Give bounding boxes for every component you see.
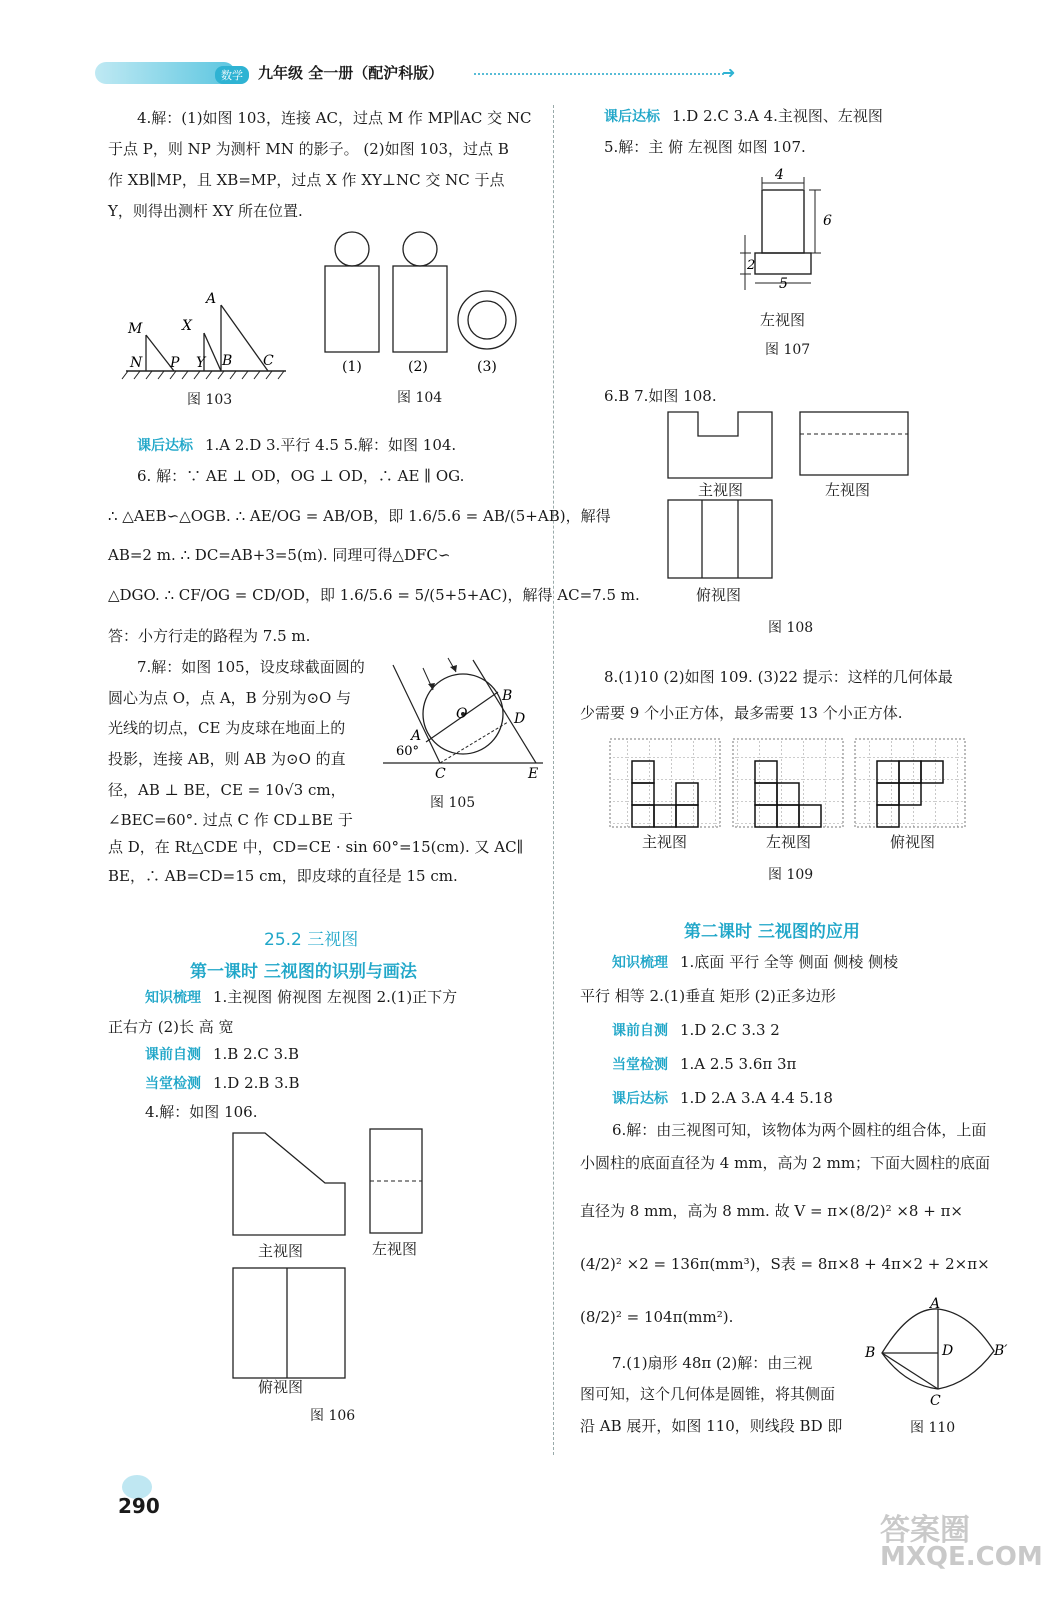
fig103-label-B: B bbox=[222, 353, 233, 369]
fig104-label-3: (3) bbox=[477, 359, 497, 375]
answer-7b-line1: 7.(1)扇形 48π (2)解：由三视 bbox=[612, 1354, 813, 1372]
answer-8-line2: 少需要 9 个小正方体，最多需要 13 个小正方体. bbox=[580, 704, 903, 722]
fig108-caption: 图 108 bbox=[768, 620, 814, 636]
zhishi-shuli-text1: 1.主视图 俯视图 左视图 2.(1)正下方 bbox=[213, 988, 458, 1006]
figure-107 bbox=[735, 165, 845, 300]
fig103-label-X: X bbox=[182, 318, 192, 334]
fig108-top-label: 俯视图 bbox=[696, 586, 742, 604]
figure-110 bbox=[860, 1295, 1020, 1410]
answer-6-line5: 答：小方行走的路程为 7.5 m. bbox=[108, 627, 311, 645]
header-title: 九年级 全一册（配沪科版） bbox=[258, 64, 444, 82]
kehou-dabiao-right2-text: 1.D 2.A 3.A 4.4 5.18 bbox=[680, 1089, 833, 1107]
answer-7-line8: BE，∴ AB=CD=15 cm，即皮球的直径是 15 cm. bbox=[108, 867, 458, 885]
answer-7b-line3: 沿 AB 展开，如图 110，则线段 BD 即 bbox=[580, 1417, 843, 1435]
keqian-zice-text: 1.B 2.C 3.B bbox=[213, 1045, 299, 1063]
fig110-label-A: A bbox=[930, 1296, 941, 1312]
answer-6-line4: △DGO. ∴ CF/OG = CD/OD，即 1.6/5.6 = 5/(5+5+AC)，解得 AC=7.5 m. bbox=[108, 586, 640, 604]
answer-6b-line5: (8/2)² = 104π(mm²). bbox=[580, 1308, 734, 1326]
fig109-caption: 图 109 bbox=[768, 867, 814, 883]
fig110-label-B: B bbox=[865, 1345, 876, 1361]
fig104-label-2: (2) bbox=[408, 359, 428, 375]
fig106-front-label: 主视图 bbox=[258, 1242, 304, 1260]
fig110-label-C: C bbox=[930, 1393, 941, 1409]
fig105-label-A: A bbox=[411, 728, 422, 744]
fig107-caption: 图 107 bbox=[765, 342, 811, 358]
lesson2-title: 第二课时 三视图的应用 bbox=[684, 922, 860, 942]
fig105-angle-label: 60° bbox=[396, 744, 420, 759]
dangtang-jiance-left bbox=[145, 1073, 300, 1094]
answer-7-line3: 光线的切点，CE 为皮球在地面上的 bbox=[108, 719, 346, 737]
fig103-label-C: C bbox=[263, 353, 274, 369]
dangtang-jiance-text: 1.D 2.B 3.B bbox=[213, 1074, 300, 1092]
answer-7-line6: ∠BEC=60°. 过点 C 作 CD⊥BE 于 bbox=[108, 811, 353, 829]
answer-8-line1: 8.(1)10 (2)如图 109. (3)22 提示：这样的几何体最 bbox=[604, 668, 953, 686]
answer-7-line5: 径，AB ⊥ BE，CE = 10√3 cm， bbox=[108, 781, 346, 799]
lesson1-title: 第一课时 三视图的识别与画法 bbox=[190, 962, 417, 982]
zhishi-shuli-right-text1: 1.底面 平行 全等 侧面 侧棱 侧棱 bbox=[680, 953, 899, 971]
keqian-zice-right bbox=[612, 1020, 780, 1041]
fig105-label-O: O bbox=[456, 706, 468, 722]
dangtang-jiance-right-tag: 当堂检测 bbox=[612, 1057, 668, 1073]
fig105-label-B: B bbox=[502, 688, 513, 704]
kehou-dabiao-tag: 课后达标 bbox=[137, 438, 193, 454]
header-band bbox=[95, 62, 235, 84]
fig105-label-D: D bbox=[514, 711, 526, 727]
fig104-caption: 图 104 bbox=[397, 390, 443, 406]
answer-7-line2: 圆心为点 O，点 A，B 分别为⊙O 与 bbox=[108, 689, 352, 707]
zhishi-shuli-right-text2: 平行 相等 2.(1)垂直 矩形 (2)正多边形 bbox=[580, 987, 836, 1005]
dangtang-jiance-right bbox=[612, 1054, 796, 1075]
fig109-left-label: 左视图 bbox=[766, 833, 812, 851]
fig103-label-A: A bbox=[206, 291, 217, 307]
answer-7-line7: 点 D，在 Rt△CDE 中，CD=CE · sin 60°=15(cm). 又 AC∥ bbox=[108, 838, 524, 856]
figure-104 bbox=[315, 225, 530, 380]
answer-4-line1: 4.解：(1)如图 103，连接 AC，过点 M 作 MP∥AC 交 NC bbox=[137, 109, 532, 127]
subject-badge: 数学 bbox=[215, 66, 249, 84]
page-number: 290 bbox=[118, 1494, 160, 1518]
fig109-front-label: 主视图 bbox=[642, 833, 688, 851]
fig106-top-label: 俯视图 bbox=[258, 1378, 304, 1396]
answer-6b-line1: 6.解：由三视图可知，该物体为两个圆柱的组合体，上面 bbox=[612, 1121, 987, 1139]
arrow-icon: ➜ bbox=[722, 63, 736, 82]
answer-4-line3: 作 XB∥MP，且 XB=MP，过点 X 作 XY⊥NC 交 NC 于点 bbox=[108, 171, 505, 189]
kehou-dabiao-left bbox=[137, 435, 456, 456]
fig107-dim-5: 5 bbox=[779, 276, 788, 292]
fig110-label-Bprime: B′ bbox=[994, 1343, 1008, 1359]
answer-7b-line2: 图可知，这个几何体是圆锥，将其侧面 bbox=[580, 1385, 836, 1403]
answer-6-line3: AB=2 m. ∴ DC=AB+3=5(m). 同理可得△DFC∽ bbox=[108, 546, 451, 564]
column-divider bbox=[553, 105, 554, 1455]
kehou-dabiao-right2-tag: 课后达标 bbox=[612, 1091, 668, 1107]
fig107-dim-2: 2 bbox=[747, 258, 756, 273]
fig106-caption: 图 106 bbox=[310, 1408, 356, 1424]
fig103-label-P: P bbox=[170, 355, 180, 371]
zhishi-shuli-tag: 知识梳理 bbox=[145, 990, 201, 1006]
answer-6b-line4: (4/2)² ×2 = 136π(mm³)，S表 = 8π×8 + 4π×2 + 2×π× bbox=[580, 1255, 990, 1273]
answer-4b: 4.解：如图 106. bbox=[145, 1103, 258, 1121]
fig103-label-M: M bbox=[128, 321, 143, 337]
fig103-label-N: N bbox=[130, 355, 143, 371]
answer-7-line4: 投影，连接 AB，则 AB 为⊙O 的直 bbox=[108, 750, 346, 768]
fig103-caption: 图 103 bbox=[187, 392, 233, 408]
zhishi-shuli-text2: 正右方 (2)长 高 宽 bbox=[108, 1018, 234, 1036]
kehou-dabiao-right-text: 1.D 2.C 3.A 4.主视图、左视图 bbox=[672, 107, 883, 125]
fig108-left-label: 左视图 bbox=[825, 481, 871, 499]
figure-106 bbox=[225, 1125, 440, 1405]
fig109-top-label: 俯视图 bbox=[890, 833, 936, 851]
figure-103 bbox=[118, 285, 293, 385]
figure-109 bbox=[605, 735, 975, 830]
fig107-dim-6: 6 bbox=[823, 213, 832, 229]
kehou-dabiao-right-tag: 课后达标 bbox=[604, 109, 660, 125]
zhishi-shuli-right bbox=[612, 952, 898, 973]
fig106-left-label: 左视图 bbox=[372, 1240, 418, 1258]
zhishi-shuli-right-tag: 知识梳理 bbox=[612, 955, 668, 971]
keqian-zice-tag: 课前自测 bbox=[145, 1047, 201, 1063]
dangtang-jiance-tag: 当堂检测 bbox=[145, 1076, 201, 1092]
fig108-front-label: 主视图 bbox=[698, 481, 744, 499]
answer-6b-line3: 直径为 8 mm，高为 8 mm. 故 V = π×(8/2)² ×8 + π× bbox=[580, 1202, 963, 1220]
watermark-logo: 答案圈 bbox=[880, 1513, 970, 1548]
kehou-dabiao-right2 bbox=[612, 1088, 833, 1109]
answer-6-line2: ∴ △AEB∽△OGB. ∴ AE/OG = AB/OB，即 1.6/5.6 = AB/(5+AB)，解得 bbox=[108, 507, 611, 525]
fig110-caption: 图 110 bbox=[910, 1420, 956, 1436]
answer-6-line1: 6. 解：∵ AE ⊥ OD，OG ⊥ OD，∴ AE ∥ OG. bbox=[137, 467, 465, 485]
figure-105 bbox=[378, 650, 550, 785]
fig103-label-Y: Y bbox=[196, 355, 206, 371]
fig105-label-E: E bbox=[528, 766, 539, 782]
kehou-dabiao-text: 1.A 2.D 3.平行 4.5 5.解：如图 104. bbox=[205, 436, 457, 454]
answer-6b-line2: 小圆柱的底面直径为 4 mm，高为 2 mm；下面大圆柱的底面 bbox=[580, 1154, 991, 1172]
fig110-label-D: D bbox=[942, 1343, 954, 1359]
dangtang-jiance-right-text: 1.A 2.5 3.6π 3π bbox=[680, 1055, 797, 1073]
fig105-caption: 图 105 bbox=[430, 795, 476, 811]
answer-6-7: 6.B 7.如图 108. bbox=[604, 387, 717, 405]
fig105-label-C: C bbox=[435, 766, 446, 782]
header-dotted-line bbox=[474, 73, 724, 75]
keqian-zice-right-text: 1.D 2.C 3.3 2 bbox=[680, 1021, 780, 1039]
answer-7-line1: 7.解：如图 105，设皮球截面圆的 bbox=[137, 658, 365, 676]
keqian-zice-left bbox=[145, 1044, 299, 1065]
fig104-label-1: (1) bbox=[342, 359, 362, 375]
fig107-dim-4: 4 bbox=[775, 167, 784, 183]
answer-4-line4: Y，则得出测杆 XY 所在位置. bbox=[108, 202, 303, 220]
answer-4-line2: 于点 P，则 NP 为测杆 MN 的影子。 (2)如图 103，过点 B bbox=[108, 140, 509, 158]
fig107-label: 左视图 bbox=[760, 311, 806, 329]
keqian-zice-right-tag: 课前自测 bbox=[612, 1023, 668, 1039]
watermark-url: MXQE.COM bbox=[880, 1542, 1043, 1572]
answer-5: 5.解：主 俯 左视图 如图 107. bbox=[604, 138, 806, 156]
kehou-dabiao-right bbox=[604, 106, 883, 127]
section-25-2-title: 25.2 三视图 bbox=[264, 930, 359, 950]
zhishi-shuli-left bbox=[145, 987, 457, 1008]
